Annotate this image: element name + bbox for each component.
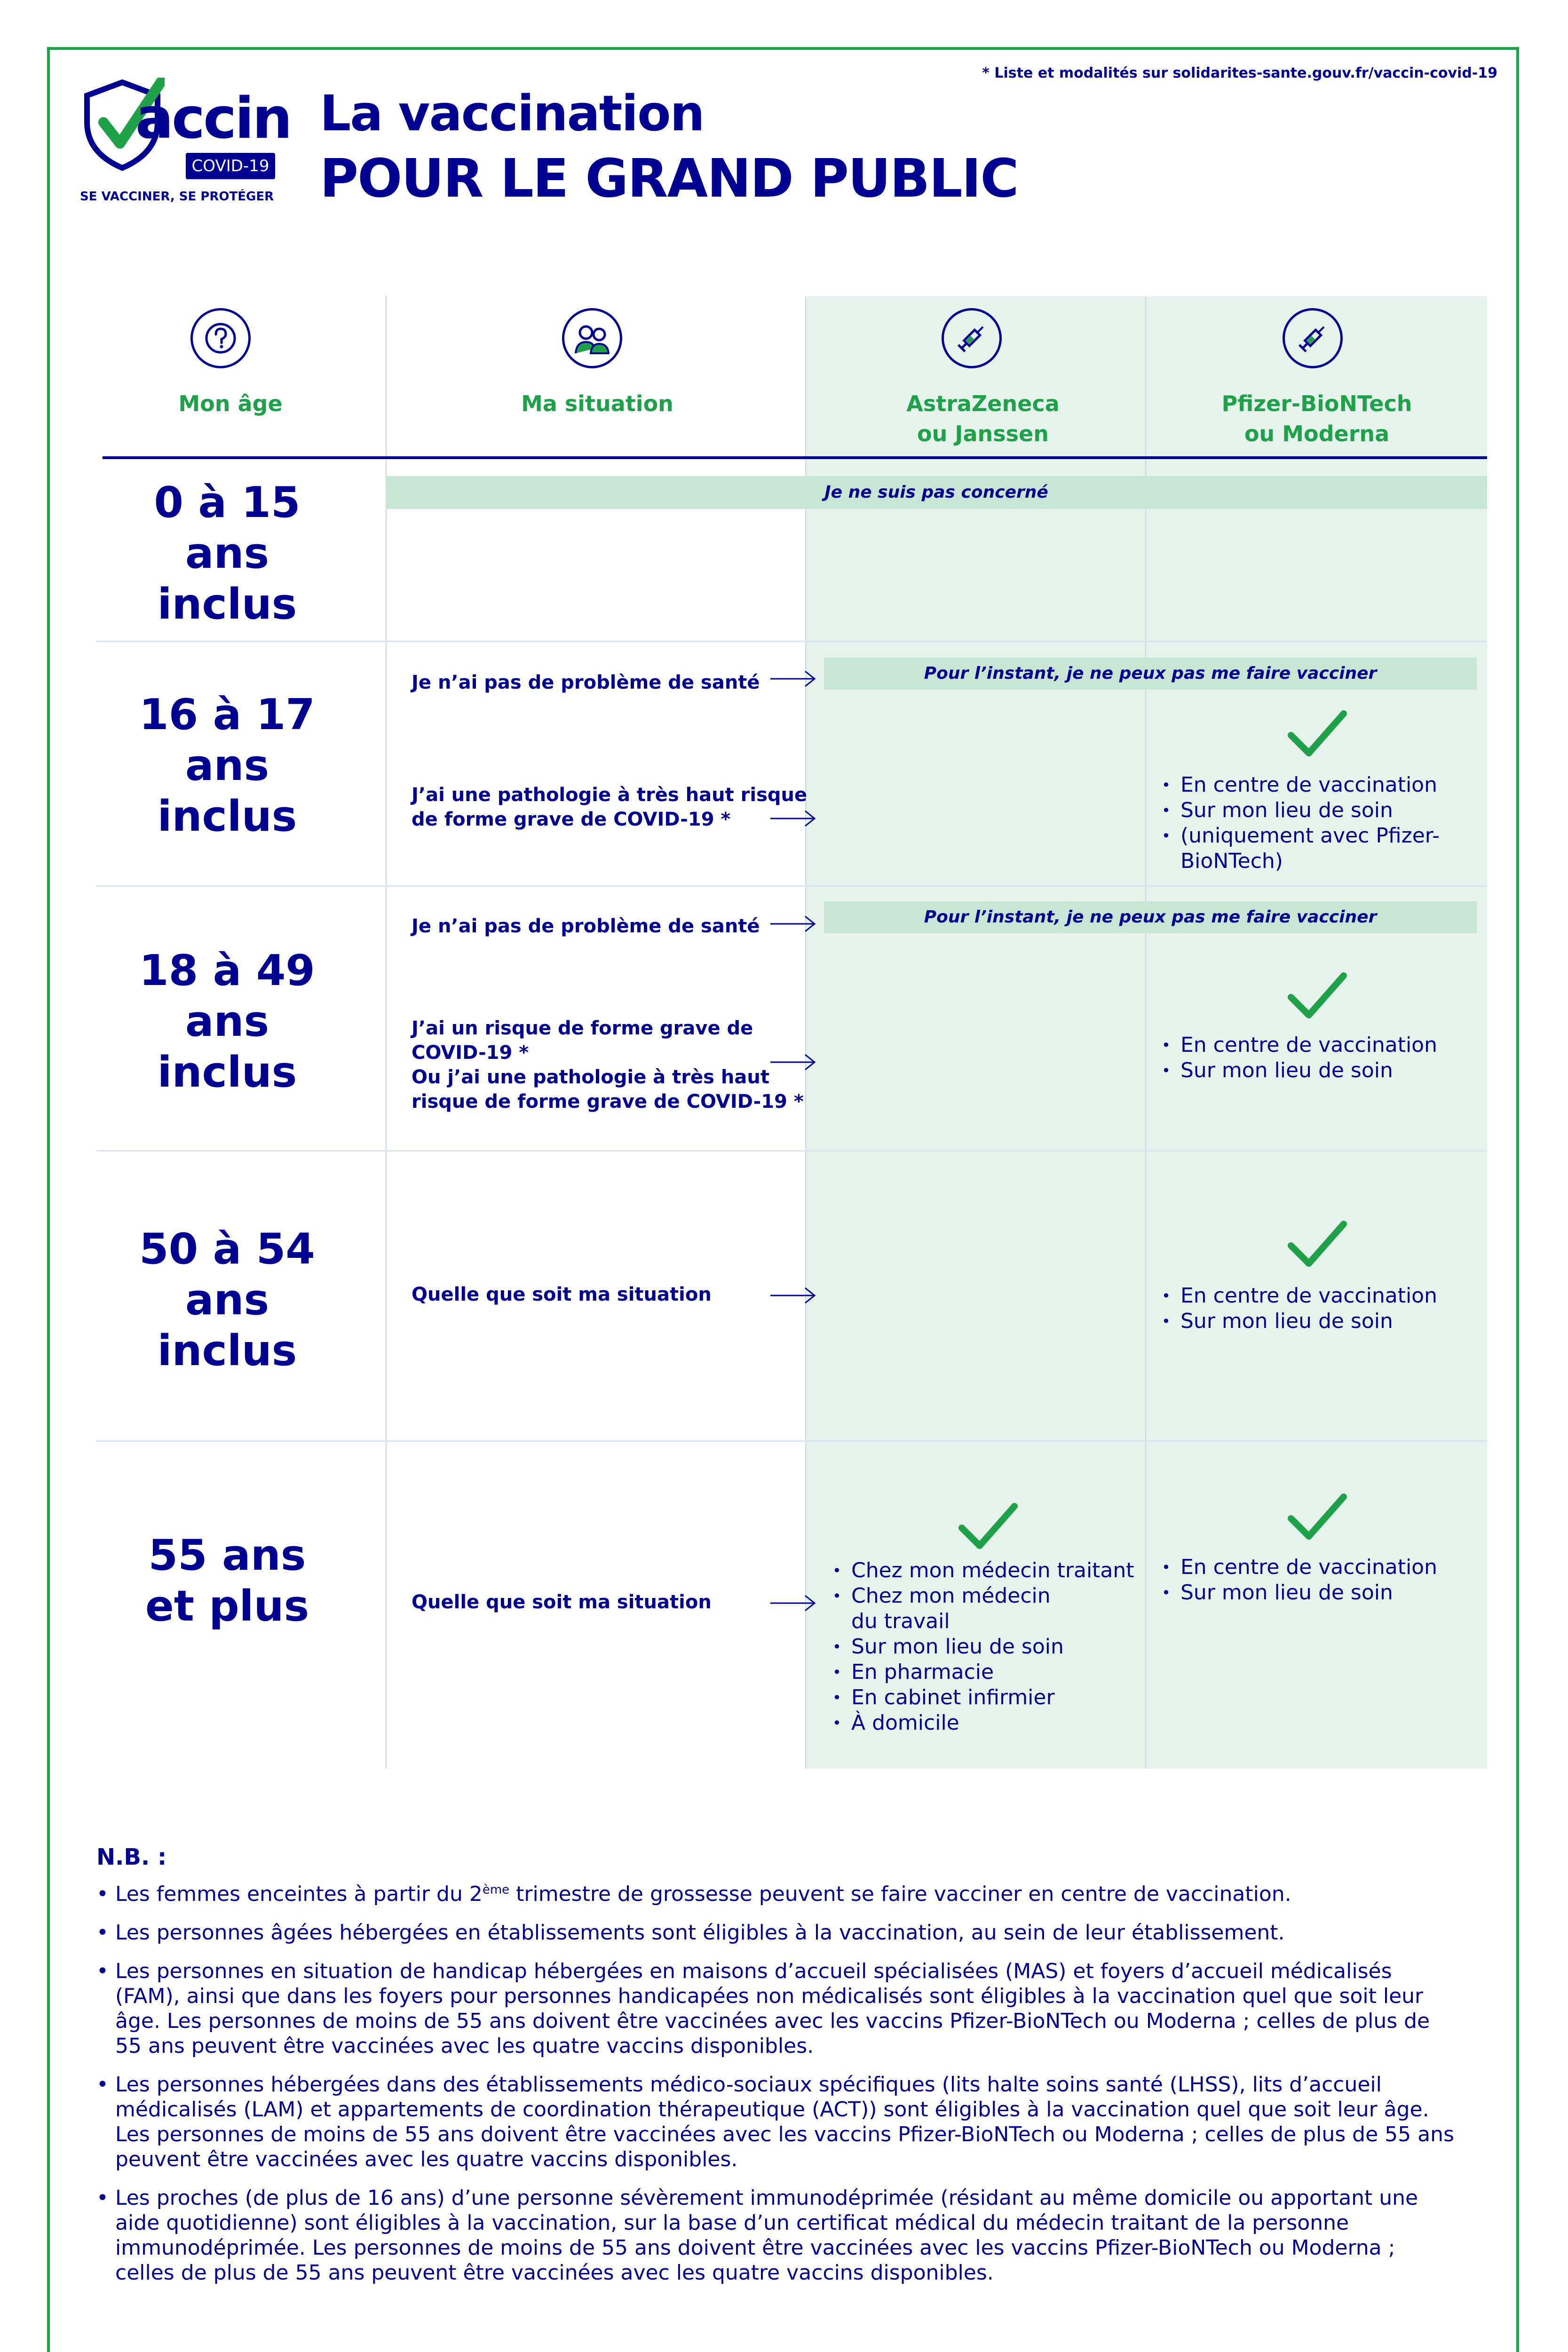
nb-list [96, 1882, 1460, 2299]
age-label-50-54 [103, 1224, 352, 1376]
arrow-right-icon [770, 809, 817, 828]
age-label-0-15 [103, 477, 352, 630]
nb-item [96, 1882, 1460, 1907]
age-line: inclus [157, 1048, 297, 1097]
list-item: • En centre de vaccination [1162, 1033, 1437, 1058]
situation-line: Ou j’ai une pathologie à très haut [412, 1066, 769, 1088]
age-line: ans [185, 997, 269, 1046]
column-divider [1145, 296, 1146, 1769]
syringe-icon [942, 308, 1002, 368]
list-item: • À domicile [832, 1710, 1134, 1736]
column-header-situation: Ma situation [521, 391, 673, 416]
list-item: • Chez mon médecin traitant [832, 1558, 1134, 1583]
checkmark-icon [957, 1501, 1018, 1552]
list-item [832, 1583, 1134, 1634]
checkmark-icon [1286, 1491, 1347, 1543]
age-line: et plus [145, 1581, 309, 1631]
age-line: 0 à 15 [154, 478, 301, 527]
vaccine1-alt: ou Janssen [917, 421, 1049, 446]
nb-item: • Les personnes âgées hébergées en établissements sont éligibles à la vaccination, au sein de leur établissement. [96, 1920, 1460, 1945]
age-line: ans [185, 529, 269, 578]
arrow-right-icon [770, 1053, 817, 1072]
source-note: * Liste et modalités sur solidarites-sante.gouv.fr/vaccin-covid-19 [982, 65, 1497, 81]
checkmark-icon [1286, 970, 1347, 1022]
list-item-note-continued: BioNTech) [1180, 849, 1283, 873]
age-label-55-plus [103, 1530, 352, 1632]
list-item: • Sur mon lieu de soin [1162, 1058, 1437, 1083]
nb-superscript: ème [482, 1883, 510, 1897]
status-bar-cannot-vaccinate: Pour l’instant, je ne peux pas me faire vacciner [824, 901, 1477, 933]
situation-any: Quelle que soit ma situation [412, 1284, 712, 1305]
vaccine2-locations-50-54 [1162, 1283, 1437, 1334]
page-title-line1: La vaccination [320, 85, 704, 142]
vaccine1-locations-55-plus [832, 1558, 1134, 1736]
list-item-text: du travail [851, 1609, 950, 1633]
situation-line: J’ai une pathologie à très haut risque [412, 784, 808, 806]
list-item: • En cabinet infirmier [832, 1685, 1134, 1710]
list-item [1162, 823, 1440, 849]
age-line: inclus [157, 792, 297, 841]
question-icon [190, 308, 251, 368]
row-divider [96, 1440, 1487, 1442]
nb-text: trimestre de grossesse peuvent se faire vacciner en centre de vaccination. [509, 1882, 1291, 1906]
list-item: • En pharmacie [832, 1660, 1134, 1685]
row-divider [96, 1150, 1487, 1152]
list-item: • Sur mon lieu de soin [1162, 1580, 1437, 1605]
age-line: ans [185, 741, 269, 790]
age-line: 18 à 49 [139, 946, 315, 995]
vaccine2-locations-18-49 [1162, 1033, 1437, 1083]
age-line: inclus [157, 580, 297, 629]
nb-item: • Les personnes hébergées dans des établissements médico-sociaux spécifiques (lits halte soins santé (LHSS), lits d’accueil médicalisés (LAM) et appartements de coordination thérapeutique (ACT)) sont éligibles à la vaccination quel que soit leur âge. Les personnes de moins de 55 ans doivent être vaccinées avec les vaccins Pfizer-BioNTech ou Moderna ; celles de plus de 55 ans peuvent être vaccinées avec les quatre vaccins disponibles. [96, 2072, 1460, 2172]
situation-no-health-issue: Je n’ai pas de problème de santé [412, 915, 760, 937]
vaccine2-name: Pfizer-BioNTech [1221, 391, 1412, 416]
row-divider [96, 885, 1487, 887]
header-divider [103, 456, 1487, 459]
column-divider [805, 296, 806, 1769]
situation-any: Quelle que soit ma situation [412, 1591, 712, 1613]
vaccine1-name: AstraZeneca [906, 391, 1060, 416]
age-label-18-49 [103, 946, 352, 1098]
column-header-vaccine1 [832, 389, 1133, 449]
situation-line: COVID-19 * [412, 1042, 529, 1064]
vaccine2-locations-16-17 [1162, 772, 1440, 849]
list-item: • Sur mon lieu de soin [1162, 1309, 1437, 1334]
column-header-age: Mon âge [178, 391, 283, 416]
arrow-right-icon [770, 669, 817, 688]
page-title-line2: POUR LE GRAND PUBLIC [320, 148, 1018, 209]
situation-line: J’ai un risque de forme grave de [412, 1017, 753, 1039]
nb-text: Les femmes enceintes à partir du 2 [115, 1882, 483, 1906]
people-icon [562, 308, 622, 368]
row-divider [96, 641, 1487, 642]
age-line: inclus [157, 1326, 297, 1375]
list-item: • En centre de vaccination [1162, 772, 1440, 798]
vaccin-covid-logo [80, 78, 291, 219]
list-item: • En centre de vaccination [1162, 1283, 1437, 1309]
syringe-icon [1283, 308, 1343, 368]
list-item-note: (uniquement avec Pfizer- [1180, 824, 1440, 848]
situation-line: de forme grave de COVID-19 * [412, 809, 731, 830]
vaccine2-locations-55-plus [1162, 1555, 1437, 1605]
logo-tagline: SE VACCINER, SE PROTÉGER [80, 190, 274, 204]
situation-no-health-issue: Je n’ai pas de problème de santé [412, 672, 760, 693]
logo-badge: COVID-19 [186, 153, 275, 179]
situation-high-risk [412, 1016, 804, 1114]
column-divider [386, 296, 387, 1769]
list-item-text: Chez mon médecin [851, 1584, 1051, 1608]
age-line: 50 à 54 [139, 1224, 315, 1274]
arrow-right-icon [770, 914, 817, 933]
nb-item: • Les personnes en situation de handicap hébergées en maisons d’accueil spécialisées (MAS) et foyers d’accueil médicalisés (FAM), ainsi que dans les foyers pour personnes handicapées non médicalisés sont éligibles à la vaccination quel que soit leur âge. Les personnes de moins de 55 ans doivent être vaccinées avec les vaccins Pfizer-BioNTech ou Moderna ; celles de plus de 55 ans peuvent être vaccinées avec les quatre vaccins disponibles. [96, 1959, 1460, 2058]
arrow-right-icon [770, 1286, 817, 1305]
list-item: • En centre de vaccination [1162, 1555, 1437, 1580]
column-header-vaccine2 [1162, 389, 1472, 449]
situation-line: risque de forme grave de COVID-19 * [412, 1091, 804, 1112]
situation-very-high-risk [412, 783, 807, 832]
status-bar-cannot-vaccinate: Pour l’instant, je ne peux pas me faire vacciner [824, 658, 1477, 690]
vaccine2-alt: ou Moderna [1244, 421, 1390, 446]
nb-item: • Les proches (de plus de 16 ans) d’une personne sévèrement immunodéprimée (résidant au même domicile ou apportant une aide quotidienne) sont éligibles à la vaccination, sur la base d’un certificat médical du médecin traitant de la personne immunodéprimée. Les personnes de moins de 55 ans doivent être vaccinées avec les vaccins Pfizer-BioNTech ou Moderna ; celles de plus de 55 ans peuvent être vaccinées avec les quatre vaccins disponibles. [96, 2185, 1460, 2285]
logo-word: accin [135, 86, 291, 151]
list-item: • Sur mon lieu de soin [1162, 798, 1440, 823]
status-bar-not-concerned: Je ne suis pas concerné [386, 476, 1487, 509]
checkmark-icon [1286, 1218, 1347, 1270]
nb-title: N.B. : [96, 1844, 167, 1870]
list-item: • Sur mon lieu de soin [832, 1634, 1134, 1660]
age-label-16-17 [103, 690, 352, 842]
age-line: 16 à 17 [139, 690, 315, 739]
age-line: 55 ans [148, 1531, 306, 1580]
arrow-right-icon [770, 1594, 817, 1613]
age-line: ans [185, 1275, 269, 1325]
checkmark-icon [1286, 708, 1347, 760]
